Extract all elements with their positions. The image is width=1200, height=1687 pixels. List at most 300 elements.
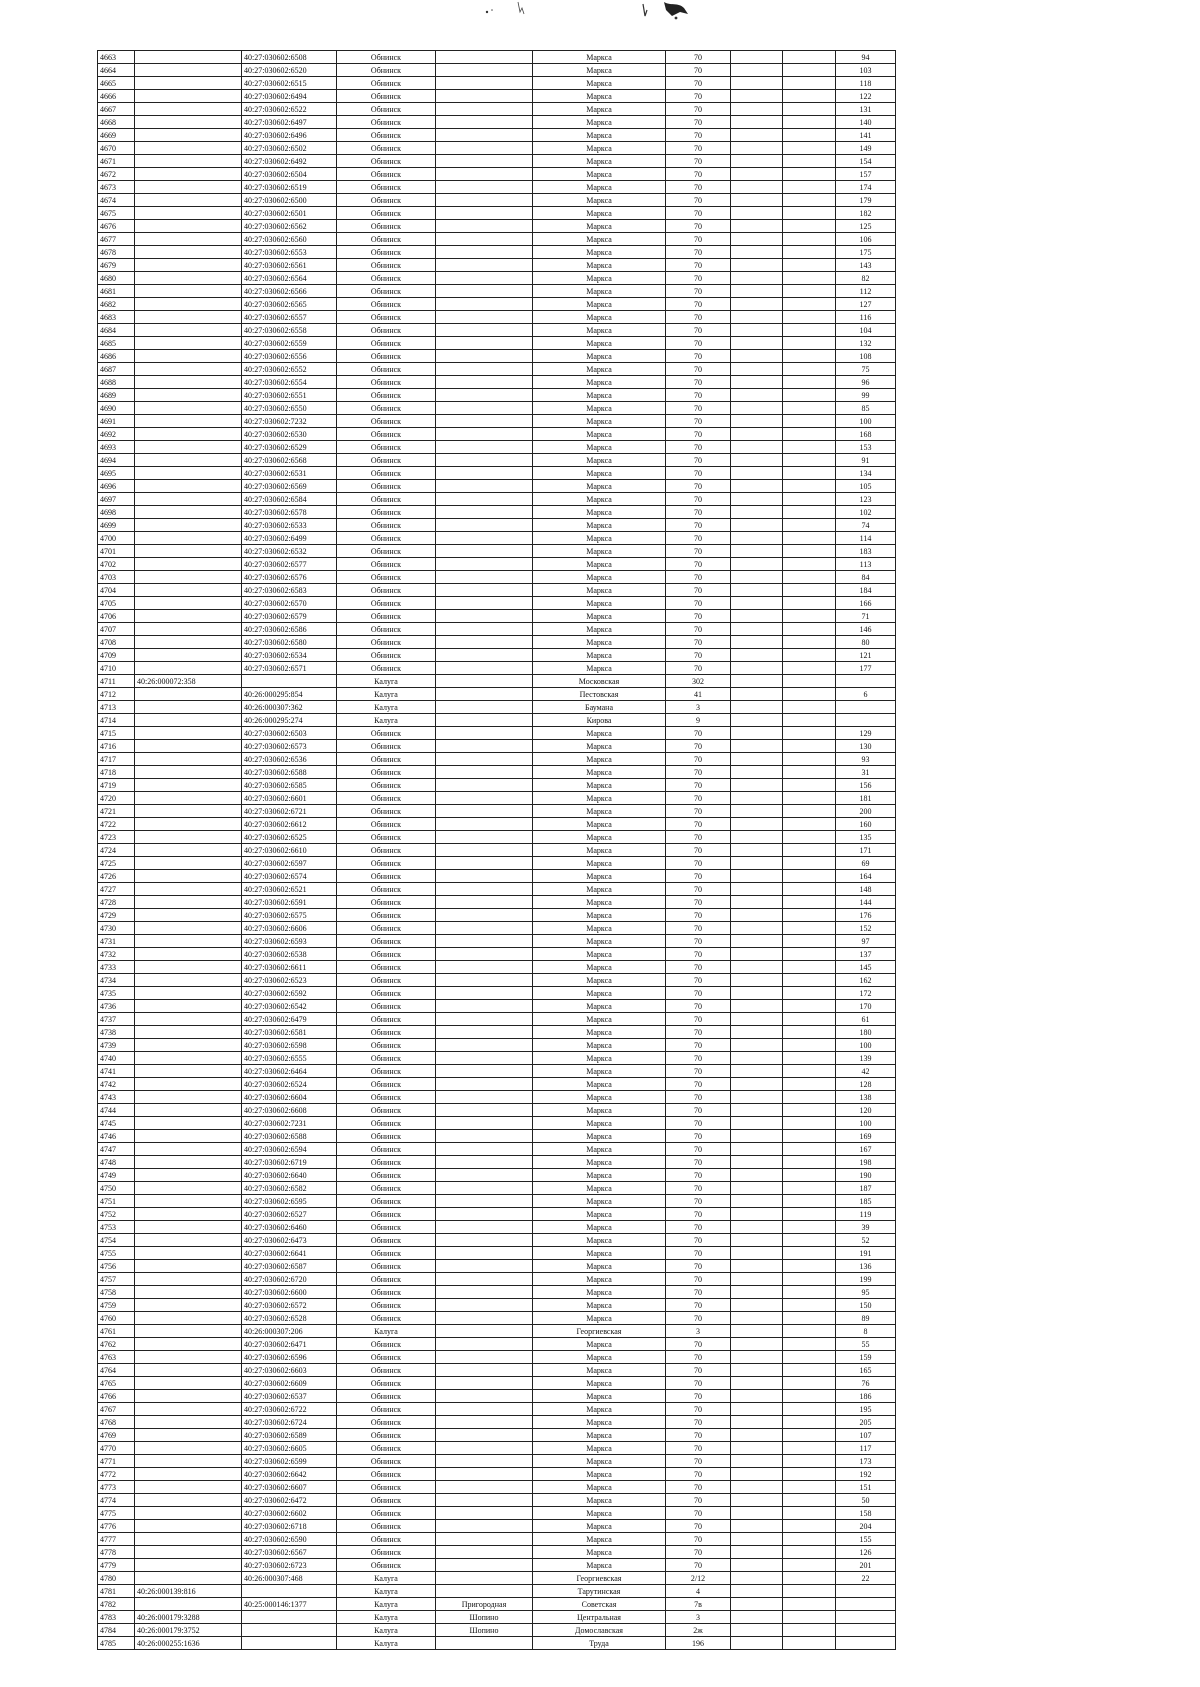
cadastral-number-a-cell	[135, 1312, 242, 1325]
room-cell: 127	[836, 298, 896, 311]
room-cell: 100	[836, 1117, 896, 1130]
row-number-cell: 4752	[98, 1208, 135, 1221]
city-cell: Обнинск	[337, 1208, 436, 1221]
street-cell: Маркса	[533, 220, 666, 233]
table-row	[98, 974, 896, 987]
flat-cell	[783, 1195, 836, 1208]
district-cell	[436, 493, 533, 506]
cadastral-number-b-cell: 40:27:030602:6594	[242, 1143, 337, 1156]
cadastral-number-b-cell: 40:27:030602:6550	[242, 402, 337, 415]
cadastral-number-b-cell: 40:26:000307:206	[242, 1325, 337, 1338]
house-cell: 70	[666, 805, 731, 818]
flat-cell	[783, 311, 836, 324]
city-cell: Обнинск	[337, 1377, 436, 1390]
city-cell: Обнинск	[337, 1078, 436, 1091]
table-row	[98, 1325, 896, 1338]
street-cell: Маркса	[533, 155, 666, 168]
building-cell	[731, 649, 783, 662]
building-cell	[731, 1455, 783, 1468]
row-number-cell: 4703	[98, 571, 135, 584]
flat-cell	[783, 740, 836, 753]
street-cell: Маркса	[533, 922, 666, 935]
building-cell	[731, 402, 783, 415]
flat-cell	[783, 597, 836, 610]
building-cell	[731, 480, 783, 493]
district-cell	[436, 1182, 533, 1195]
building-cell	[731, 597, 783, 610]
table-row	[98, 259, 896, 272]
house-cell: 70	[666, 64, 731, 77]
flat-cell	[783, 194, 836, 207]
house-cell: 70	[666, 896, 731, 909]
room-cell: 162	[836, 974, 896, 987]
house-cell: 70	[666, 1520, 731, 1533]
cadastral-number-b-cell: 40:27:030602:7232	[242, 415, 337, 428]
row-number-cell: 4726	[98, 870, 135, 883]
cadastral-number-a-cell	[135, 922, 242, 935]
cadastral-number-a-cell	[135, 623, 242, 636]
table-row	[98, 1338, 896, 1351]
cadastral-number-b-cell: 40:27:030602:6552	[242, 363, 337, 376]
room-cell: 155	[836, 1533, 896, 1546]
row-number-cell: 4762	[98, 1338, 135, 1351]
room-cell: 128	[836, 1078, 896, 1091]
district-cell	[436, 1364, 533, 1377]
house-cell: 70	[666, 558, 731, 571]
city-cell: Обнинск	[337, 1338, 436, 1351]
house-cell: 70	[666, 454, 731, 467]
table-row	[98, 181, 896, 194]
room-cell: 157	[836, 168, 896, 181]
house-cell: 70	[666, 1039, 731, 1052]
cadastral-number-a-cell	[135, 688, 242, 701]
flat-cell	[783, 168, 836, 181]
room-cell: 190	[836, 1169, 896, 1182]
district-cell	[436, 1494, 533, 1507]
cadastral-number-b-cell: 40:27:030602:6596	[242, 1351, 337, 1364]
room-cell: 91	[836, 454, 896, 467]
district-cell	[436, 1221, 533, 1234]
cadastral-number-a-cell	[135, 1247, 242, 1260]
cadastral-number-a-cell	[135, 350, 242, 363]
building-cell	[731, 636, 783, 649]
building-cell	[731, 1078, 783, 1091]
flat-cell	[783, 688, 836, 701]
district-cell	[436, 883, 533, 896]
flat-cell	[783, 77, 836, 90]
flat-cell	[783, 428, 836, 441]
district-cell	[436, 376, 533, 389]
cadastral-number-a-cell	[135, 558, 242, 571]
cadastral-number-a-cell	[135, 545, 242, 558]
city-cell: Обнинск	[337, 415, 436, 428]
district-cell	[436, 909, 533, 922]
table-row	[98, 857, 896, 870]
city-cell: Обнинск	[337, 1481, 436, 1494]
cadastral-number-a-cell	[135, 64, 242, 77]
table-row	[98, 675, 896, 688]
flat-cell	[783, 1234, 836, 1247]
street-cell: Маркса	[533, 1000, 666, 1013]
cadastral-number-b-cell: 40:27:030602:6593	[242, 935, 337, 948]
street-cell: Маркса	[533, 1559, 666, 1572]
house-cell: 70	[666, 1442, 731, 1455]
street-cell: Маркса	[533, 1143, 666, 1156]
building-cell	[731, 844, 783, 857]
district-cell	[436, 454, 533, 467]
table-row	[98, 402, 896, 415]
flat-cell	[783, 636, 836, 649]
house-cell: 3	[666, 1611, 731, 1624]
city-cell: Обнинск	[337, 519, 436, 532]
flat-cell	[783, 480, 836, 493]
city-cell: Калуга	[337, 1325, 436, 1338]
building-cell	[731, 805, 783, 818]
flat-cell	[783, 831, 836, 844]
district-cell	[436, 636, 533, 649]
city-cell: Обнинск	[337, 623, 436, 636]
flat-cell	[783, 1143, 836, 1156]
city-cell: Обнинск	[337, 51, 436, 64]
flat-cell	[783, 350, 836, 363]
house-cell: 70	[666, 1013, 731, 1026]
table-row	[98, 493, 896, 506]
flat-cell	[783, 987, 836, 1000]
house-cell: 70	[666, 727, 731, 740]
cadastral-number-a-cell	[135, 1572, 242, 1585]
cadastral-number-b-cell: 40:27:030602:6471	[242, 1338, 337, 1351]
cadastral-number-b-cell: 40:27:030602:6501	[242, 207, 337, 220]
building-cell	[731, 324, 783, 337]
flat-cell	[783, 1091, 836, 1104]
district-cell	[436, 1416, 533, 1429]
room-cell: 204	[836, 1520, 896, 1533]
flat-cell	[783, 1026, 836, 1039]
house-cell: 70	[666, 857, 731, 870]
row-number-cell: 4760	[98, 1312, 135, 1325]
table-row	[98, 1351, 896, 1364]
scan-specks	[0, 0, 1200, 40]
district-cell	[436, 415, 533, 428]
flat-cell	[783, 1429, 836, 1442]
city-cell: Обнинск	[337, 610, 436, 623]
cadastral-number-b-cell: 40:27:030602:6598	[242, 1039, 337, 1052]
row-number-cell: 4700	[98, 532, 135, 545]
building-cell	[731, 766, 783, 779]
room-cell: 195	[836, 1403, 896, 1416]
district-cell	[436, 51, 533, 64]
cadastral-number-b-cell: 40:27:030602:6581	[242, 1026, 337, 1039]
cadastral-number-b-cell: 40:27:030602:6599	[242, 1455, 337, 1468]
district-cell	[436, 181, 533, 194]
street-cell: Маркса	[533, 298, 666, 311]
city-cell: Обнинск	[337, 1013, 436, 1026]
street-cell: Баумана	[533, 701, 666, 714]
flat-cell	[783, 766, 836, 779]
row-number-cell: 4698	[98, 506, 135, 519]
house-cell: 70	[666, 974, 731, 987]
city-cell: Обнинск	[337, 740, 436, 753]
cadastral-number-a-cell	[135, 1221, 242, 1234]
table-row	[98, 1572, 896, 1585]
district-cell	[436, 623, 533, 636]
street-cell: Маркса	[533, 610, 666, 623]
cadastral-number-b-cell: 40:27:030602:6460	[242, 1221, 337, 1234]
cadastral-number-b-cell: 40:27:030602:6566	[242, 285, 337, 298]
cadastral-number-b-cell: 40:27:030602:6522	[242, 103, 337, 116]
house-cell: 70	[666, 155, 731, 168]
table-row	[98, 636, 896, 649]
room-cell: 122	[836, 90, 896, 103]
cadastral-number-b-cell: 40:27:030602:6534	[242, 649, 337, 662]
row-number-cell: 4734	[98, 974, 135, 987]
room-cell: 169	[836, 1130, 896, 1143]
street-cell: Маркса	[533, 831, 666, 844]
street-cell: Маркса	[533, 1208, 666, 1221]
cadastral-number-b-cell: 40:27:030602:6565	[242, 298, 337, 311]
flat-cell	[783, 129, 836, 142]
city-cell: Обнинск	[337, 922, 436, 935]
house-cell: 70	[666, 1351, 731, 1364]
district-cell	[436, 129, 533, 142]
row-number-cell: 4668	[98, 116, 135, 129]
house-cell: 41	[666, 688, 731, 701]
street-cell: Маркса	[533, 1130, 666, 1143]
city-cell: Обнинск	[337, 766, 436, 779]
building-cell	[731, 1598, 783, 1611]
table-row	[98, 168, 896, 181]
table-row	[98, 1039, 896, 1052]
house-cell: 70	[666, 922, 731, 935]
flat-cell	[783, 792, 836, 805]
row-number-cell: 4754	[98, 1234, 135, 1247]
room-cell: 125	[836, 220, 896, 233]
district-cell: Пригородная	[436, 1598, 533, 1611]
street-cell: Маркса	[533, 584, 666, 597]
city-cell: Обнинск	[337, 1299, 436, 1312]
district-cell	[436, 922, 533, 935]
table-row	[98, 1585, 896, 1598]
cadastral-number-b-cell: 40:27:030602:6551	[242, 389, 337, 402]
cadastral-number-a-cell	[135, 636, 242, 649]
cadastral-number-b-cell: 40:27:030602:6553	[242, 246, 337, 259]
flat-cell	[783, 1273, 836, 1286]
street-cell: Маркса	[533, 1169, 666, 1182]
register-table	[97, 50, 896, 1650]
building-cell	[731, 1624, 783, 1637]
district-cell	[436, 1078, 533, 1091]
cadastral-number-b-cell: 40:27:030602:6610	[242, 844, 337, 857]
house-cell: 70	[666, 1494, 731, 1507]
street-cell: Маркса	[533, 1494, 666, 1507]
cadastral-number-b-cell: 40:27:030602:6587	[242, 1260, 337, 1273]
flat-cell	[783, 545, 836, 558]
district-cell	[436, 519, 533, 532]
row-number-cell: 4776	[98, 1520, 135, 1533]
district-cell	[436, 1234, 533, 1247]
city-cell: Обнинск	[337, 597, 436, 610]
street-cell: Маркса	[533, 909, 666, 922]
cadastral-number-b-cell: 40:27:030602:6538	[242, 948, 337, 961]
flat-cell	[783, 441, 836, 454]
street-cell: Маркса	[533, 571, 666, 584]
house-cell: 70	[666, 753, 731, 766]
street-cell: Маркса	[533, 1429, 666, 1442]
district-cell	[436, 584, 533, 597]
cadastral-number-b-cell: 40:27:030602:6496	[242, 129, 337, 142]
city-cell: Обнинск	[337, 207, 436, 220]
cadastral-number-a-cell	[135, 285, 242, 298]
room-cell: 114	[836, 532, 896, 545]
district-cell: Шопино	[436, 1611, 533, 1624]
building-cell	[731, 909, 783, 922]
row-number-cell: 4705	[98, 597, 135, 610]
room-cell: 174	[836, 181, 896, 194]
room-cell: 107	[836, 1429, 896, 1442]
row-number-cell: 4673	[98, 181, 135, 194]
flat-cell	[783, 805, 836, 818]
house-cell: 70	[666, 480, 731, 493]
room-cell: 179	[836, 194, 896, 207]
cadastral-number-b-cell: 40:27:030602:6494	[242, 90, 337, 103]
building-cell	[731, 857, 783, 870]
cadastral-number-b-cell: 40:27:030602:6542	[242, 1000, 337, 1013]
district-cell	[436, 64, 533, 77]
cadastral-number-a-cell	[135, 415, 242, 428]
street-cell: Маркса	[533, 662, 666, 675]
street-cell: Маркса	[533, 1091, 666, 1104]
row-number-cell: 4756	[98, 1260, 135, 1273]
house-cell: 70	[666, 181, 731, 194]
room-cell: 139	[836, 1052, 896, 1065]
cadastral-number-b-cell: 40:27:030602:6529	[242, 441, 337, 454]
cadastral-number-a-cell	[135, 792, 242, 805]
cadastral-number-b-cell: 40:27:030602:6580	[242, 636, 337, 649]
flat-cell	[783, 1208, 836, 1221]
house-cell: 70	[666, 532, 731, 545]
table-row	[98, 753, 896, 766]
table-row	[98, 870, 896, 883]
house-cell: 70	[666, 597, 731, 610]
table-row	[98, 844, 896, 857]
cadastral-number-a-cell	[135, 779, 242, 792]
house-cell: 70	[666, 779, 731, 792]
flat-cell	[783, 961, 836, 974]
cadastral-number-a-cell	[135, 103, 242, 116]
flat-cell	[783, 454, 836, 467]
house-cell: 70	[666, 90, 731, 103]
street-cell: Маркса	[533, 311, 666, 324]
street-cell: Маркса	[533, 1039, 666, 1052]
house-cell: 70	[666, 1507, 731, 1520]
street-cell: Маркса	[533, 480, 666, 493]
room-cell: 138	[836, 1091, 896, 1104]
house-cell: 70	[666, 1390, 731, 1403]
street-cell: Маркса	[533, 1338, 666, 1351]
street-cell: Маркса	[533, 1026, 666, 1039]
cadastral-number-b-cell: 40:27:030602:6531	[242, 467, 337, 480]
cadastral-number-a-cell	[135, 831, 242, 844]
cadastral-number-a-cell	[135, 1533, 242, 1546]
row-number-cell: 4769	[98, 1429, 135, 1442]
city-cell: Калуга	[337, 675, 436, 688]
building-cell	[731, 1637, 783, 1650]
cadastral-number-a-cell	[135, 649, 242, 662]
street-cell: Маркса	[533, 415, 666, 428]
cadastral-number-b-cell: 40:27:030602:6567	[242, 1546, 337, 1559]
flat-cell	[783, 1533, 836, 1546]
street-cell: Маркса	[533, 350, 666, 363]
flat-cell	[783, 1039, 836, 1052]
district-cell	[436, 896, 533, 909]
table-row	[98, 337, 896, 350]
row-number-cell: 4745	[98, 1117, 135, 1130]
table-row	[98, 207, 896, 220]
cadastral-number-a-cell	[135, 246, 242, 259]
flat-cell	[783, 870, 836, 883]
cadastral-number-b-cell: 40:27:030602:6577	[242, 558, 337, 571]
table-row	[98, 545, 896, 558]
city-cell: Обнинск	[337, 402, 436, 415]
district-cell	[436, 1104, 533, 1117]
room-cell: 191	[836, 1247, 896, 1260]
cadastral-number-a-cell	[135, 1546, 242, 1559]
cadastral-number-b-cell: 40:27:030602:6583	[242, 584, 337, 597]
building-cell	[731, 974, 783, 987]
room-cell: 185	[836, 1195, 896, 1208]
room-cell: 146	[836, 623, 896, 636]
row-number-cell: 4674	[98, 194, 135, 207]
house-cell: 70	[666, 818, 731, 831]
flat-cell	[783, 1468, 836, 1481]
row-number-cell: 4719	[98, 779, 135, 792]
table-row	[98, 428, 896, 441]
room-cell: 177	[836, 662, 896, 675]
district-cell	[436, 1442, 533, 1455]
room-cell: 170	[836, 1000, 896, 1013]
flat-cell	[783, 1559, 836, 1572]
table-row	[98, 779, 896, 792]
street-cell: Маркса	[533, 1156, 666, 1169]
room-cell: 135	[836, 831, 896, 844]
table-row	[98, 1520, 896, 1533]
district-cell	[436, 207, 533, 220]
cadastral-number-b-cell: 40:27:030602:6499	[242, 532, 337, 545]
house-cell: 3	[666, 1325, 731, 1338]
row-number-cell: 4702	[98, 558, 135, 571]
table-row	[98, 155, 896, 168]
house-cell: 70	[666, 649, 731, 662]
room-cell	[836, 701, 896, 714]
building-cell	[731, 506, 783, 519]
house-cell: 70	[666, 389, 731, 402]
street-cell: Маркса	[533, 1117, 666, 1130]
table-row	[98, 285, 896, 298]
district-cell	[436, 1559, 533, 1572]
street-cell: Маркса	[533, 623, 666, 636]
table-row	[98, 1104, 896, 1117]
city-cell: Обнинск	[337, 883, 436, 896]
flat-cell	[783, 1260, 836, 1273]
room-cell: 126	[836, 1546, 896, 1559]
flat-cell	[783, 1494, 836, 1507]
city-cell: Калуга	[337, 1572, 436, 1585]
row-number-cell: 4687	[98, 363, 135, 376]
table-row	[98, 1559, 896, 1572]
building-cell	[731, 1403, 783, 1416]
cadastral-number-a-cell	[135, 272, 242, 285]
table-row	[98, 246, 896, 259]
